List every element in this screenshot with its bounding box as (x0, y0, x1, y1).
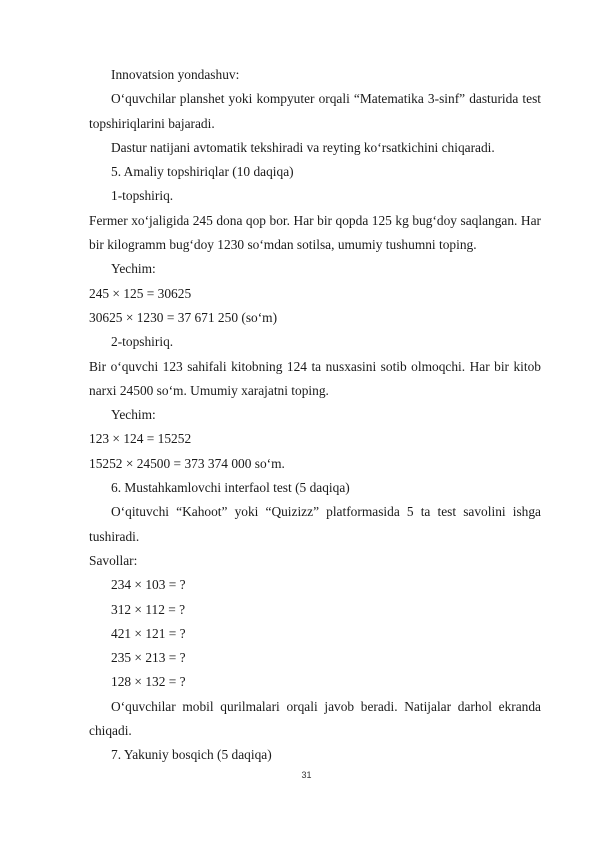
solution-2-step-2: 15252 × 24500 = 373 374 000 so‘m. (89, 455, 285, 471)
task-2-label: 2-topshiriq. (111, 334, 174, 350)
question-item: 421 × 121 = ? (111, 625, 186, 641)
paragraph-auto-check: Dastur natijani avtomatik tekshiradi va reyting ko‘rsatkichini chiqaradi. (111, 139, 495, 155)
questions-label: Savollar: (89, 552, 138, 568)
task-1-statement: Fermer xo‘jaligida 245 dona qop bor. Har bir qopda 125 kg bug‘doy saqlangan. Har bir kilogramm bug‘doy 1230 so‘mdan sotilsa, umumiy tushumni toping. (89, 212, 541, 253)
document-body (89, 63, 541, 768)
section-heading-final-stage: 7. Yakuniy bosqich (5 daqiqa) (111, 747, 272, 763)
section-heading-interactive-test: 6. Mustahkamlovchi interfaol test (5 daqiqa) (111, 480, 350, 496)
task-1-label: 1-topshiriq. (111, 188, 174, 204)
solution-2-step-1: 123 × 124 = 15252 (89, 431, 192, 447)
paragraph-kahoot-quizizz: O‘qituvchi “Kahoot” yoki “Quizizz” platformasida 5 ta test savolini ishga tushiradi. (89, 504, 541, 544)
page-number (0, 770, 595, 780)
solution-2-label: Yechim: (111, 407, 156, 423)
paragraph-tablet-test: O‘quvchilar planshet yoki kompyuter orqali “Matematika 3-sinf” dasturida test topshiriqlarini bajaradi. (89, 91, 541, 131)
paragraph-innovative-approach-heading: Innovatsion yondashuv: (111, 67, 240, 82)
section-heading-practical-tasks: 5. Amaliy topshiriqlar (10 daqiqa) (111, 164, 294, 180)
question-item: 234 × 103 = ? (111, 577, 186, 593)
question-item: 312 × 112 = ? (111, 601, 186, 617)
page-number-text: 31 (301, 770, 312, 780)
task-2-statement: Bir o‘quvchi 123 sahifali kitobning 124 ta nusxasini sotib olmoqchi. Har bir kitob narxi 24500 so‘m. Umumiy xarajatni toping. (89, 358, 541, 398)
paragraph-mobile-answers: O‘quvchilar mobil qurilmalari orqali javob beradi. Natijalar darhol ekranda chiqadi. (89, 698, 541, 739)
question-item: 235 × 213 = ? (111, 650, 186, 666)
question-item: 128 × 132 = ? (111, 674, 186, 690)
solution-1-step-2: 30625 × 1230 = 37 671 250 (so‘m) (89, 309, 278, 325)
solution-1-label: Yechim: (111, 261, 156, 277)
solution-1-step-1: 245 × 125 = 30625 (89, 285, 192, 301)
